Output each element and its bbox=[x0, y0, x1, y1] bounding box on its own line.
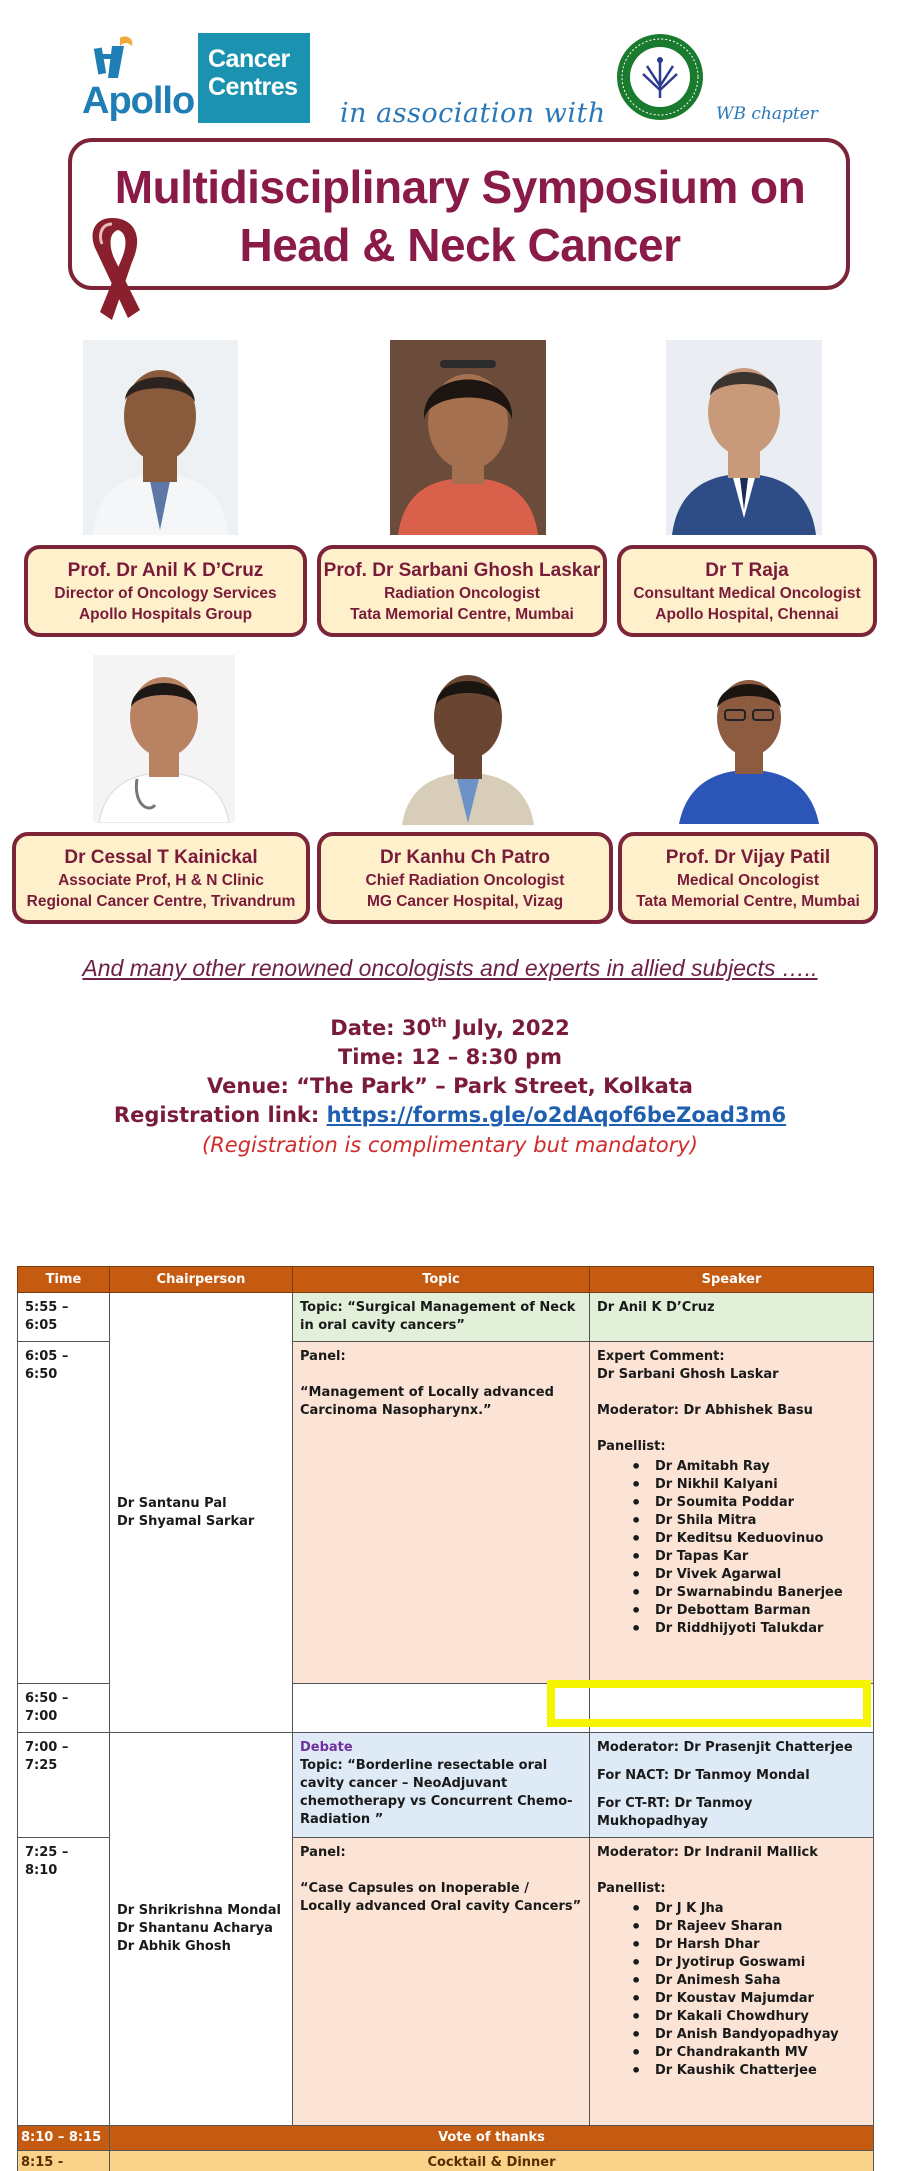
many-experts-note: And many other renowned oncologists and experts in allied subjects ….. bbox=[82, 955, 818, 981]
date-rest: July, 2022 bbox=[446, 1016, 570, 1040]
slot-topic bbox=[293, 1838, 590, 2126]
speaker-organisation: MG Cancer Hospital, Vizag bbox=[366, 893, 564, 910]
cancer-centres-logo bbox=[198, 33, 310, 123]
panellist: • Dr Tapas Kar bbox=[597, 1548, 866, 1566]
speaker-role: Director of Oncology Services bbox=[54, 585, 277, 602]
debate-topic: Topic: “Borderline resectable oral cavity cancer – NeoAdjuvant chemotherapy vs Concurrent Chemo-Radiation ” bbox=[300, 1758, 573, 1827]
panellist: • Dr Anish Bandyopadhyay bbox=[597, 2026, 866, 2044]
panellist: • Dr Kakali Chowdhury bbox=[597, 2008, 866, 2026]
slot-topic: Topic: “Surgical Management of Neck in oral cavity cancers” bbox=[293, 1293, 590, 1342]
panellist: • Dr Swarnabindu Banerjee bbox=[597, 1584, 866, 1602]
debate-label: Debate bbox=[300, 1740, 353, 1755]
schedule-row-vote-of-thanks bbox=[18, 2126, 874, 2151]
date-superscript: th bbox=[431, 1016, 447, 1031]
chairperson: Dr Santanu Pal bbox=[117, 1495, 227, 1511]
registration-link[interactable]: https://forms.gle/o2dAqof6beZoad3m6 bbox=[326, 1103, 787, 1127]
for-nact-speaker: For NACT: Dr Tanmoy Mondal bbox=[597, 1768, 810, 1783]
schedule-row-dinner bbox=[18, 2151, 874, 2171]
speaker-name: Prof. Dr Anil K D’Cruz bbox=[67, 560, 264, 581]
speaker-card-anil-dcruz bbox=[24, 545, 307, 637]
slot-speaker bbox=[590, 1342, 874, 1684]
speaker-role: Medical Oncologist bbox=[676, 872, 820, 889]
expert-comment-label: Expert Comment: bbox=[597, 1349, 725, 1364]
header-chairperson: Chairperson bbox=[110, 1267, 293, 1293]
panellist: • Dr Koustav Majumdar bbox=[597, 1990, 866, 2008]
schedule-table bbox=[17, 1266, 874, 2171]
speaker-name: Dr T Raja bbox=[705, 560, 789, 581]
for-ctrt-speaker: For CT-RT: Dr Tanmoy Mukhopadhyay bbox=[597, 1796, 753, 1829]
panellist: • Dr Shila Mitra bbox=[597, 1512, 866, 1530]
header-time: Time bbox=[18, 1267, 110, 1293]
chairperson: Dr Shrikrishna Mondal bbox=[117, 1903, 281, 1918]
photo-kanhu-patro bbox=[398, 655, 538, 825]
slot-topic bbox=[293, 1733, 590, 1838]
panellist-label: Panellist: bbox=[597, 1881, 666, 1896]
slot-time: 6:50 – 7:00 bbox=[18, 1684, 110, 1733]
speaker-role: Radiation Oncologist bbox=[384, 585, 540, 602]
speaker-card-t-raja bbox=[617, 545, 877, 637]
schedule-row bbox=[18, 1733, 874, 1838]
chairpersons-session-1 bbox=[110, 1293, 293, 1733]
slot-speaker bbox=[590, 1838, 874, 2126]
slot-time: 7:25 – 8:10 bbox=[18, 1838, 110, 2126]
speaker-name: Dr Cessal T Kainickal bbox=[64, 847, 258, 868]
panellist: • Dr Riddhijyoti Talukdar bbox=[597, 1620, 866, 1638]
panel-topic: “Management of Locally advanced Carcinoma Nasopharynx.” bbox=[300, 1385, 554, 1418]
speaker-card-cessal-kainickal bbox=[12, 832, 310, 924]
panellist: • Dr Chandrakanth MV bbox=[597, 2044, 866, 2062]
header-speaker: Speaker bbox=[590, 1267, 874, 1293]
moderator: Moderator: Dr Indranil Mallick bbox=[597, 1845, 818, 1860]
panellist: • Dr Amitabh Ray bbox=[597, 1458, 866, 1476]
cancer-logo-line2: Centres bbox=[208, 73, 298, 101]
panellist: • Dr Jyotirup Goswami bbox=[597, 1954, 866, 1972]
cancer-logo-line1: Cancer bbox=[208, 45, 290, 73]
aroi-seal-logo bbox=[615, 32, 705, 122]
panel-label: Panel: bbox=[300, 1349, 346, 1364]
event-date bbox=[0, 1016, 900, 1040]
slot-time: 5:55 – 6:05 bbox=[18, 1293, 110, 1342]
slot-speaker-empty bbox=[590, 1684, 874, 1733]
vote-of-thanks: Vote of thanks bbox=[110, 2126, 874, 2151]
slot-time: 8:10 – 8:15 bbox=[18, 2126, 110, 2151]
photo-cessal-kainickal bbox=[93, 655, 235, 823]
speaker-card-kanhu-patro bbox=[317, 832, 613, 924]
panellist-list bbox=[597, 1458, 866, 1638]
speaker-card-sarbani-ghosh-laskar bbox=[317, 545, 607, 637]
association-text: in association with bbox=[340, 98, 606, 129]
photo-anil-dcruz bbox=[83, 340, 238, 535]
wb-chapter-text: WB chapter bbox=[716, 104, 818, 124]
panellist-label: Panellist: bbox=[597, 1439, 666, 1454]
panellist: • Dr J K Jha bbox=[597, 1900, 866, 1918]
speaker-organisation: Tata Memorial Centre, Mumbai bbox=[350, 606, 574, 623]
moderator: Moderator: Dr Abhishek Basu bbox=[597, 1403, 813, 1418]
panellist: • Dr Animesh Saha bbox=[597, 1972, 866, 1990]
title-line-2: Head & Neck Cancer bbox=[239, 219, 681, 271]
speaker-role: Consultant Medical Oncologist bbox=[633, 585, 861, 602]
speaker-role: Chief Radiation Oncologist bbox=[365, 872, 565, 889]
speaker-name: Prof. Dr Vijay Patil bbox=[665, 847, 831, 868]
cancer-ribbon-icon bbox=[74, 214, 150, 324]
panellist: • Dr Harsh Dhar bbox=[597, 1936, 866, 1954]
photo-vijay-patil bbox=[677, 662, 822, 824]
speaker-organisation: Apollo Hospital, Chennai bbox=[655, 606, 839, 623]
apollo-logo bbox=[82, 34, 195, 126]
panellist-list bbox=[597, 1900, 866, 2080]
speaker-organisation: Regional Cancer Centre, Trivandrum bbox=[26, 893, 296, 910]
schedule-row bbox=[18, 1293, 874, 1342]
panellist: • Dr Rajeev Sharan bbox=[597, 1918, 866, 1936]
apollo-figure-icon bbox=[90, 34, 150, 84]
slot-time: 6:05 – 6:50 bbox=[18, 1342, 110, 1684]
moderator: Moderator: Dr Prasenjit Chatterjee bbox=[597, 1740, 853, 1755]
registration-note: (Registration is complimentary but mandatory) bbox=[202, 1133, 698, 1157]
schedule-header-row bbox=[18, 1267, 874, 1293]
panellist: • Dr Keditsu Keduovinuo bbox=[597, 1530, 866, 1548]
panellist: • Dr Vivek Agarwal bbox=[597, 1566, 866, 1584]
panel-label: Panel: bbox=[300, 1845, 346, 1860]
slot-speaker bbox=[590, 1733, 874, 1838]
slot-time: 7:00 – 7:25 bbox=[18, 1733, 110, 1838]
speaker-name: Dr Kanhu Ch Patro bbox=[380, 847, 550, 868]
event-venue: Venue: “The Park” – Park Street, Kolkata bbox=[207, 1074, 693, 1098]
panel-topic: “Case Capsules on Inoperable / Locally advanced Oral cavity Cancers” bbox=[300, 1881, 582, 1914]
slot-time: 8:15 - bbox=[18, 2151, 110, 2171]
cocktail-dinner: Cocktail & Dinner bbox=[110, 2151, 874, 2171]
speaker-name: Prof. Dr Sarbani Ghosh Laskar bbox=[323, 560, 601, 581]
panellist: • Dr Kaushik Chatterjee bbox=[597, 2062, 866, 2080]
slot-topic-empty bbox=[293, 1684, 590, 1733]
chairperson: Dr Abhik Ghosh bbox=[117, 1939, 231, 1954]
apollo-wordmark: Apollo bbox=[82, 80, 195, 122]
event-registration bbox=[0, 1103, 900, 1127]
chairperson: Dr Shyamal Sarkar bbox=[117, 1513, 255, 1529]
speaker-organisation: Tata Memorial Centre, Mumbai bbox=[636, 893, 860, 910]
chairpersons-session-2 bbox=[110, 1733, 293, 2126]
speaker-organisation: Apollo Hospitals Group bbox=[78, 606, 253, 623]
panellist: • Dr Nikhil Kalyani bbox=[597, 1476, 866, 1494]
event-time: Time: 12 – 8:30 pm bbox=[337, 1045, 563, 1069]
registration-label: Registration link: bbox=[113, 1103, 327, 1127]
chairperson: Dr Shantanu Acharya bbox=[117, 1921, 273, 1936]
header-topic: Topic bbox=[293, 1267, 590, 1293]
panellist: • Dr Soumita Poddar bbox=[597, 1494, 866, 1512]
symposium-title bbox=[100, 158, 820, 274]
photo-t-raja bbox=[666, 340, 822, 535]
speaker-role: Associate Prof, H & N Clinic bbox=[58, 872, 264, 889]
expert-comment-speaker: Dr Sarbani Ghosh Laskar bbox=[597, 1367, 779, 1382]
panellist: • Dr Debottam Barman bbox=[597, 1602, 866, 1620]
speaker-card-vijay-patil bbox=[618, 832, 878, 924]
date-label: Date: 30 bbox=[330, 1016, 432, 1040]
photo-sarbani-ghosh-laskar bbox=[390, 340, 546, 535]
slot-topic bbox=[293, 1342, 590, 1684]
title-line-1: Multidisciplinary Symposium on bbox=[114, 161, 806, 213]
slot-speaker: Dr Anil K D’Cruz bbox=[590, 1293, 874, 1342]
